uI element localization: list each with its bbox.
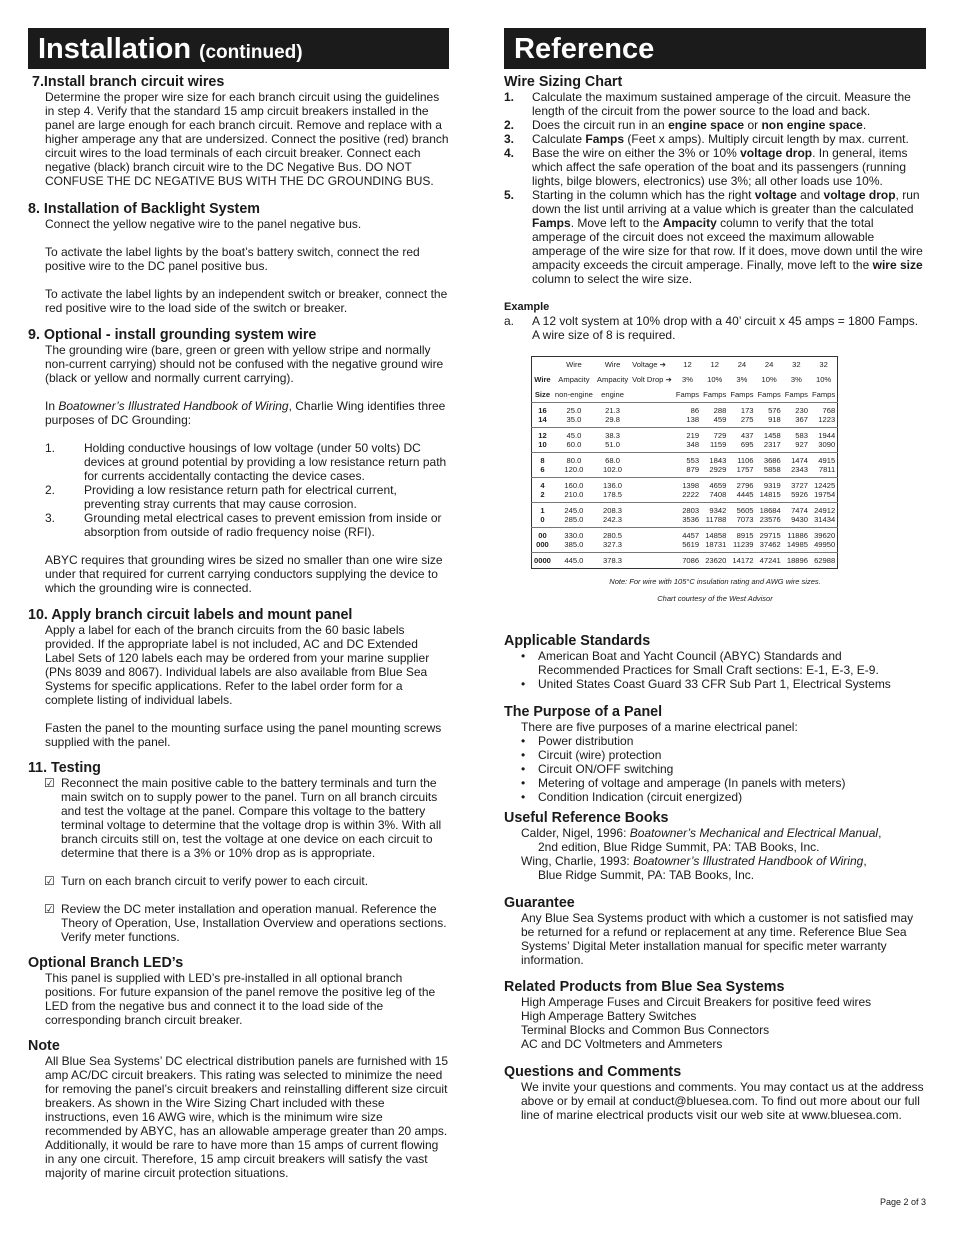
table-row [532, 440, 838, 453]
related-heading: Related Products from Blue Sea Systems [504, 979, 785, 995]
table-cell: 8915 [728, 528, 755, 541]
table-cell: 68.0 [595, 453, 630, 466]
table-cell: 208.3 [595, 503, 630, 516]
table-note: Note: For wire with 105°C insulation rating and AWG wire sizes. [609, 577, 821, 586]
table-cell [630, 528, 674, 541]
table-row [532, 478, 838, 491]
table-cell: 11886 [783, 528, 810, 541]
table-cell: 7408 [709, 490, 727, 499]
table-cell: 138 [686, 415, 700, 424]
table-cell: 459 [713, 415, 727, 424]
installation-banner [28, 28, 449, 69]
table-cell: 7474 [783, 503, 810, 516]
table-cell: 927 [795, 440, 808, 449]
step-item: 2. Does the circuit run in an engine space or non engine space. [504, 118, 867, 132]
table-cell: 2803 [674, 503, 701, 516]
step7-text: Determine the proper wire size for each branch circuit using the guidelines in step 4. Verify that the standard 15 amp circuit breakers installed in the panel are large enough for each branch circuit. Remove and replace with a higher amperage any that are undersized. Connect the positive (red) branch circuit wires to the load terminals of each circuit breaker. Connect each negative (black) branch circuit wire to the DC Negative Bus. DO NOT CONFUSE THE DC NEGATIVE BUS WITH THE DC GROUNDING BUS. [45, 90, 449, 188]
table-cell: 14172 [728, 553, 755, 569]
table-cell: 1 [532, 503, 553, 516]
table-cell: 7086 [674, 553, 701, 569]
guarantee-text: Any Blue Sea Systems product with which a customer is not satisfied may be returned for a refund or replacement at any time. Reference Blue Sea Systems’ Digital Meter installation manual for specific meter warranty information. [521, 911, 914, 967]
table-cell: 23576 [759, 515, 781, 524]
table-cell: 1944 [810, 428, 838, 441]
table-cell: 1757 [736, 465, 754, 474]
table-cell: 18896 [783, 553, 810, 569]
table-cell: 14 [538, 415, 547, 424]
table-cell: 4445 [736, 490, 754, 499]
list-item: 1. Holding conductive housings of low voltage (under 50 volts) DC devices at ground potential by providing a low resistance return path for currents accidentally contacting the device cases. [45, 441, 447, 483]
list-item: • American Boat and Yacht Council (ABYC) Standards and Recommended Practices for Small Craft sections: E-1, E-3, E-9. [521, 649, 879, 677]
table-cell: 25.0 [553, 403, 595, 416]
table-cell: 576 [756, 403, 783, 416]
table-cell: 553 [674, 453, 701, 466]
grounding-purposes-list [45, 441, 449, 539]
table-row [532, 503, 838, 516]
step8-p2: To activate the label lights by the boat’s battery switch, connect the red positive wire to the DC panel positive bus. [45, 245, 420, 273]
table-cell [630, 540, 674, 553]
table-cell: 18684 [756, 503, 783, 516]
table-cell: 7811 [818, 465, 836, 474]
table-row [532, 403, 838, 416]
table-cell: 5605 [728, 503, 755, 516]
table-cell: 280.5 [595, 528, 630, 541]
step9-p3: ABYC requires that grounding wires be sized no smaller than one wire size under that required for current carrying conductors supplying the device to which the grounding wire is connected. [45, 553, 443, 595]
step8-heading: 8. Installation of Backlight System [28, 201, 260, 217]
table-row [532, 540, 838, 553]
table-cell [630, 553, 674, 569]
table-cell: 49950 [814, 540, 836, 549]
table-cell: 288 [701, 403, 728, 416]
checkbox-icon: ☑ [44, 902, 55, 916]
table-cell: 9319 [756, 478, 783, 491]
table-cell: 3090 [818, 440, 836, 449]
header-cell: Wire [534, 375, 551, 384]
table-cell: 385.0 [564, 540, 584, 549]
wire-sizing-heading: Wire Sizing Chart [504, 74, 623, 90]
list-item: High Amperage Battery Switches [521, 1009, 697, 1023]
list-item: AC and DC Voltmeters and Ammeters [521, 1037, 723, 1051]
table-cell: 160.0 [553, 478, 595, 491]
header-cell: Famps [811, 390, 836, 399]
guarantee-heading: Guarantee [504, 895, 575, 911]
right-column [504, 28, 926, 1122]
header-cell: non-engine [554, 390, 593, 399]
step11-heading: 11. Testing [28, 760, 101, 776]
book-wing: Wing, Charlie, 1993: Boatowner’s Illustrated Handbook of Wiring, [521, 854, 867, 868]
table-cell: 29715 [756, 528, 783, 541]
table-cell: 918 [768, 415, 781, 424]
table-cell: 3686 [756, 453, 783, 466]
table-cell: 31434 [814, 515, 836, 524]
table-cell: 583 [783, 428, 810, 441]
table-cell: 2796 [728, 478, 755, 491]
books-list [521, 826, 926, 882]
note-text: All Blue Sea Systems’ DC electrical distribution panels are furnished with 15 amp AC/DC circuit breakers. This rating was selected to minimize the need for removing the panel’s circuit breakers and reinstalling different size circuit breakers. As shown in the Wire Sizing Chart included with these instructions, even 16 AWG wire, which is the minimum wire size recommended by ABYC, has an allowable amperage greater than 20 amps. Additionally, it would be rare to have more than 15 amps of current flowing in any one circuit. Therefore, 15 amp circuit breakers will satisfy the vast majority of marine circuit protection situations. [45, 1054, 449, 1180]
table-cell [630, 415, 674, 428]
header-cell: Famps [675, 390, 700, 399]
table-cell: 9342 [701, 503, 728, 516]
table-cell: 39620 [810, 528, 838, 541]
left-column [28, 28, 449, 1180]
table-cell: 242.3 [603, 515, 623, 524]
table-cell: 4457 [674, 528, 701, 541]
step8-p3: To activate the label lights by an independent switch or breaker, connect the red positive wire to the load side of the switch or breaker. [45, 287, 448, 315]
table-row [532, 465, 838, 478]
table-cell: 5619 [682, 540, 700, 549]
step-item: 4. Base the wire on either the 3% or 10% voltage drop. In general, items which affect the safe operation of the boat and its passengers (running lights, bilge blowers, electronics) use 3%; all other loads use 10%. [504, 146, 908, 188]
table-cell [630, 440, 674, 453]
table-cell: 19754 [814, 490, 836, 499]
step9-p2: In Boatowner’s Illustrated Handbook of Wiring, Charlie Wing identifies three purposes of DC Grounding: [45, 399, 446, 427]
table-cell: 437 [728, 428, 755, 441]
table-cell: 275 [740, 415, 754, 424]
table-cell: 000 [536, 540, 549, 549]
checkbox-icon: ☑ [44, 874, 55, 888]
list-item: 2. Providing a low resistance return path for electrical current, preventing stray currents that may cause corrosion. [45, 483, 397, 511]
table-cell: 4 [532, 478, 553, 491]
step-item: 3. Calculate Famps (Feet x amps). Multiply circuit length by max. current. [504, 132, 909, 146]
step9-heading: 9. Optional - install grounding system wire [28, 327, 317, 343]
table-cell: 11239 [732, 540, 754, 549]
table-header-row [532, 372, 838, 387]
table-cell: 51.0 [605, 440, 620, 449]
table-cell: 62988 [810, 553, 838, 569]
table-cell: 879 [686, 465, 700, 474]
header-cell: Ampacity [596, 375, 629, 384]
table-cell: 210.0 [564, 490, 584, 499]
step9-p1: The grounding wire (bare, green or green with yellow stripe and normally non-current carrying) should not be confused with the negative ground wire (black or yellow and normally current carrying). [45, 343, 444, 385]
wire-sizing-table [531, 356, 838, 569]
list-item: • Circuit ON/OFF switching [521, 762, 674, 776]
table-cell: 12 [532, 428, 553, 441]
table-cell: 1474 [783, 453, 810, 466]
table-cell: 378.3 [595, 553, 630, 569]
book-wing-publisher: Blue Ridge Summit, PA: TAB Books, Inc. [538, 868, 755, 882]
header-cell [532, 357, 553, 373]
table-cell: 86 [674, 403, 701, 416]
step10-heading: 10. Apply branch circuit labels and mount panel [28, 607, 353, 623]
table-cell: 2 [540, 490, 545, 499]
list-item: • Condition Indication (circuit energized) [521, 790, 743, 804]
step-item: 5. Starting in the column which has the right voltage and voltage drop, run down the list until arriving at a value which is greater than the calculated Famps. Move left to the Ampacity column to verify that the total amperage of the circuit does not exceed the maximum allowable amperage of the wire size for that row. If it does, move down until the wire ampacity exceeds the circuit amperage. Finally, move left to the wire size column to select the wire size. [504, 188, 923, 286]
table-cell: 1458 [756, 428, 783, 441]
table-cell: 0 [540, 515, 545, 524]
header-cell: 10% [815, 375, 832, 384]
table-row [532, 515, 838, 528]
header-cell: 3% [736, 375, 748, 384]
questions-heading: Questions and Comments [504, 1064, 682, 1080]
table-cell: 45.0 [553, 428, 595, 441]
table-cell: 245.0 [553, 503, 595, 516]
header-cell: Famps [784, 390, 808, 399]
table-cell: 16 [532, 403, 553, 416]
reference-banner [504, 28, 926, 69]
table-cell: 173 [728, 403, 755, 416]
table-cell: 136.0 [595, 478, 630, 491]
table-cell: 348 [686, 440, 700, 449]
table-cell: 23620 [701, 553, 728, 569]
table-cell: 00 [532, 528, 553, 541]
table-cell: 1106 [728, 453, 755, 466]
list-item: Terminal Blocks and Common Bus Connectors [521, 1023, 770, 1037]
table-header-row [532, 387, 838, 403]
table-cell: 35.0 [566, 415, 582, 424]
table-cell: 1223 [818, 415, 836, 424]
table-cell: 21.3 [595, 403, 630, 416]
table-cell: 7073 [736, 515, 754, 524]
table-cell: 1843 [701, 453, 728, 466]
purpose-list [521, 734, 926, 804]
banner-subtitle: (continued) [199, 42, 303, 63]
table-cell: 29.8 [605, 415, 620, 424]
testing-check-1: ☑ Reconnect the main positive cable to the battery terminals and turn the main switch on to supply power to the panel. Turn on all branch circuits and test the voltage at the panel. Compare this voltage to the battery terminal voltage to determine that the voltage drop is within 3%. With all branch circuits still on, test the voltage at one device on each circuit to determine that there is a 3% or 10% drop as is appropriate. [44, 776, 442, 860]
header-cell: 24 [764, 360, 774, 369]
book-calder-publisher: 2nd edition, Blue Ridge Summit, PA: TAB Books, Inc. [538, 840, 820, 854]
checkbox-icon: ☑ [44, 776, 55, 790]
banner-title: Installation [38, 33, 192, 65]
step8-p1: Connect the yellow negative wire to the panel negative bus. [45, 217, 362, 231]
list-item: • Metering of voltage and amperage (In panels with meters) [521, 776, 846, 790]
step-item: 1. Calculate the maximum sustained amperage of the circuit. Measure the length of the circuit from the power source to the load and back. [504, 90, 911, 118]
table-cell: 445.0 [553, 553, 595, 569]
testing-check-3: ☑ Review the DC meter installation and operation manual. Reference the Theory of Operation, Use, Installation Overview and operations sections. Verify meter functions. [44, 902, 447, 944]
note-heading: Note [28, 1038, 60, 1054]
book-calder: Calder, Nigel, 1996: Boatowner’s Mechanical and Electrical Manual, [521, 826, 882, 840]
header-cell: 24 [737, 360, 747, 369]
books-heading: Useful Reference Books [504, 810, 669, 826]
table-cell [630, 403, 674, 416]
table-cell: 6 [540, 465, 545, 474]
table-cell: 1398 [674, 478, 701, 491]
table-cell: 10 [538, 440, 547, 449]
header-cell: 3% [681, 375, 693, 384]
table-cell: 695 [740, 440, 754, 449]
table-cell: 768 [810, 403, 838, 416]
table-row [532, 453, 838, 466]
table-row [532, 428, 838, 441]
header-cell: 32 [792, 360, 801, 369]
header-cell: Famps [730, 390, 754, 399]
table-cell: 18731 [705, 540, 727, 549]
related-list [521, 995, 926, 1051]
table-cell: 3727 [783, 478, 810, 491]
table-cell: 47241 [756, 553, 783, 569]
table-cell: 80.0 [553, 453, 595, 466]
table-cell: 2317 [763, 440, 781, 449]
led-text: This panel is supplied with LED’s pre-installed in all optional branch positions. For future expansion of the panel remove the positive leg of the LED from the negative bus and connect it to the load side of the corresponding branch circuit breaker. [45, 971, 436, 1027]
table-cell [630, 503, 674, 516]
table-cell: 14858 [701, 528, 728, 541]
table-cell: 4659 [701, 478, 728, 491]
standards-heading: Applicable Standards [504, 633, 651, 649]
table-cell: 178.5 [603, 490, 623, 499]
table-cell: 60.0 [566, 440, 582, 449]
banner-title: Reference [514, 33, 655, 65]
table-credit: Chart courtesy of the West Advisor [657, 594, 773, 603]
table-cell: 327.3 [603, 540, 623, 549]
table-cell: 2929 [709, 465, 727, 474]
header-cell: 12 [710, 360, 719, 369]
header-cell: 10% [707, 375, 723, 384]
header-cell: Size [534, 390, 551, 399]
table-cell: 4915 [810, 453, 838, 466]
table-cell [630, 428, 674, 441]
table-cell: 285.0 [564, 515, 584, 524]
table-row [532, 490, 838, 503]
header-cell: Famps [703, 390, 727, 399]
testing-check-2: ☑ Turn on each branch circuit to verify power to each circuit. [44, 874, 369, 888]
table-cell: 330.0 [553, 528, 595, 541]
header-cell: 12 [683, 360, 692, 369]
list-item: • Power distribution [521, 734, 634, 748]
header-cell: Wire [566, 360, 582, 369]
table-cell: 12425 [810, 478, 838, 491]
list-item: 3. Grounding metal electrical cases to prevent emission from inside or absorption from outside of radio frequency noise (RFI). [45, 511, 442, 539]
table-cell: 38.3 [595, 428, 630, 441]
wire-sizing-steps [504, 90, 926, 286]
questions-text: We invite your questions and comments. You may contact us at the address above or by email at conduct@bluesea.com. To find out more about our full line of marine electrical products visit our web site at www.bluesea.com. [521, 1080, 924, 1122]
purpose-intro: There are five purposes of a marine electrical panel: [521, 720, 798, 734]
table-header-row [532, 357, 838, 373]
table-cell: 120.0 [564, 465, 584, 474]
table-cell: 102.0 [603, 465, 623, 474]
table-cell [630, 478, 674, 491]
list-item: High Amperage Fuses and Circuit Breakers for positive feed wires [521, 995, 872, 1009]
step10-p2: Fasten the panel to the mounting surface using the panel mounting screws supplied with the panel. [45, 721, 442, 749]
header-cell: engine [601, 390, 624, 399]
header-cell: Volt Drop ➔ [632, 375, 672, 384]
table-row [532, 415, 838, 428]
table-cell [630, 490, 674, 503]
table-cell: 8 [532, 453, 553, 466]
standards-list [521, 649, 926, 691]
table-row [532, 553, 838, 569]
table-row [532, 528, 838, 541]
list-item: • United States Coast Guard 33 CFR Sub Part 1, Electrical Systems [521, 677, 891, 691]
header-cell [630, 387, 674, 403]
header-cell: 3% [790, 375, 802, 384]
table-cell: 367 [795, 415, 808, 424]
table-cell: 0000 [532, 553, 553, 569]
table-cell: 24912 [810, 503, 838, 516]
table-cell: 11788 [705, 515, 727, 524]
step7-heading: 7.Install branch circuit wires [32, 74, 225, 90]
table-cell: 2222 [682, 490, 700, 499]
example-label: Example [504, 301, 550, 313]
table-cell: 37462 [759, 540, 781, 549]
table-cell: 219 [674, 428, 701, 441]
table-cell: 14985 [786, 540, 808, 549]
table-cell: 3536 [682, 515, 700, 524]
step10-p1: Apply a label for each of the branch circuits from the 60 basic labels provided. If the appropriate label is not included, AC and DC Extended Label Sets of 120 labels each may be ordered from your marine supplier (PNs 8039 and 8067). Individual labels are also available from Blue Sea Systems for specific applications. Refer to the label order form for a complete listing of individual labels. [45, 623, 430, 707]
table-cell [630, 453, 674, 466]
header-cell: Ampacity [558, 375, 590, 384]
table-cell [630, 515, 674, 528]
header-cell: Famps [757, 390, 781, 399]
table-cell: 230 [783, 403, 810, 416]
header-cell: 10% [761, 375, 777, 384]
led-heading: Optional Branch LED’s [28, 955, 184, 971]
table-cell: 14815 [759, 490, 781, 499]
example-item: a. A 12 volt system at 10% drop with a 40’ circuit x 45 amps = 1800 Famps. A wire size of 8 is required. [504, 314, 919, 342]
page-number: Page 2 of 3 [879, 1197, 926, 1207]
header-cell: Voltage ➔ [632, 360, 666, 369]
header-cell: 32 [819, 360, 828, 369]
list-item: • Circuit (wire) protection [521, 748, 662, 762]
table-cell: 9430 [791, 515, 808, 524]
header-cell: Wire [604, 360, 621, 369]
purpose-heading: The Purpose of a Panel [504, 704, 663, 720]
table-cell [630, 465, 674, 478]
table-cell: 729 [701, 428, 728, 441]
table-cell: 5858 [763, 465, 781, 474]
table-cell: 2343 [791, 465, 808, 474]
table-cell: 1159 [709, 440, 727, 449]
table-cell: 5926 [791, 490, 808, 499]
